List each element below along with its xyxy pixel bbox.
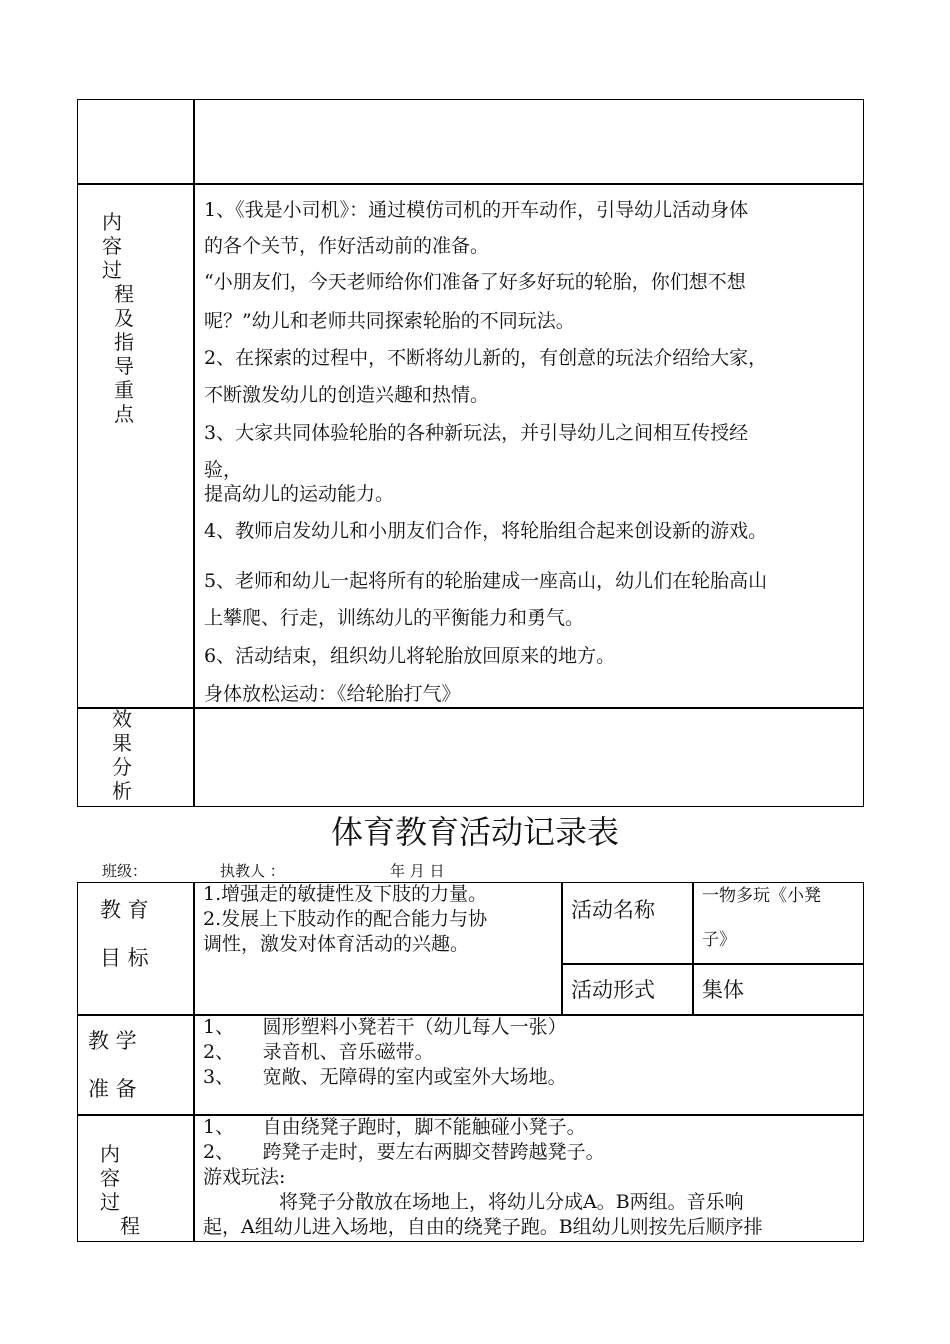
prep-line: 3、 宽敞、无障碍的室内或室外大场地。	[203, 1066, 567, 1088]
activity-form-value: 集体	[702, 978, 744, 1002]
teacher-label: 执教人 ：	[220, 862, 285, 880]
t2-process-line: 游戏玩法:	[203, 1166, 286, 1188]
goal-line: 调性，激发对体育活动的兴趣。	[203, 933, 470, 955]
table1-effect-label-cell	[77, 707, 195, 807]
process-line: 6、活动结束，组织幼儿将轮胎放回原来的地方。	[204, 645, 616, 667]
class-label: 班级：	[102, 862, 148, 880]
table1-blank-content-cell	[193, 99, 864, 185]
t2-process-line: 2、 跨凳子走时，要左右两脚交替跨越凳子。	[203, 1141, 605, 1163]
process-line: 3、大家共同体验轮胎的各种新玩法，并引导幼儿之间相互传授经	[204, 422, 749, 444]
date-label: 年 月 日	[390, 862, 445, 880]
process-line: 5、老师和幼儿一起将所有的轮胎建成一座高山，幼儿们在轮胎高山	[204, 570, 768, 592]
goal-line: 1.增强走的敏捷性及下肢的力量。	[203, 883, 488, 905]
activity-form-label: 活动形式	[571, 978, 655, 1002]
activity-name-value-line1: 一物多玩《小凳	[702, 886, 821, 906]
table1-blank-label-cell	[77, 99, 195, 185]
process-line: “小朋友们，今天老师给你们准备了好多好玩的轮胎，你们想不想	[204, 271, 746, 293]
process-line: 不断激发幼儿的创造兴趣和热情。	[204, 384, 490, 406]
prep-label-line2: 准 备	[88, 1077, 137, 1101]
activity-name-value-line2: 子》	[702, 930, 736, 950]
table1-effect-content-cell	[193, 707, 864, 807]
process-line: 上攀爬、行走，训练幼儿的平衡能力和勇气。	[204, 607, 585, 629]
table1-effect-label: 效 果 分 析	[112, 707, 132, 803]
process-line: 2、在探索的过程中，不断将幼儿新的，有创意的玩法介绍给大家，	[204, 347, 768, 369]
table1-process-content-cell	[193, 183, 864, 709]
goal-label-line2: 目 标	[100, 946, 149, 970]
process-line: 身体放松运动：《给轮胎打气》	[204, 683, 461, 705]
process-line: 呢？”幼儿和老师共同探索轮胎的不同玩法。	[204, 310, 575, 332]
page-title: 体育教育活动记录表	[330, 813, 619, 851]
prep-line: 1、 圆形塑料小凳若干（幼儿每人一张）	[203, 1016, 567, 1038]
process-line: 的各个关节，作好活动前的准备。	[204, 235, 490, 257]
prep-label-line1: 教 学	[88, 1029, 137, 1053]
goal-line: 2.发展上下肢动作的配合能力与协	[203, 908, 488, 930]
activity-name-label: 活动名称	[571, 898, 655, 922]
process-line: 提高幼儿的运动能力。	[204, 483, 395, 505]
t2-process-label: 内 容 过 程	[100, 1142, 140, 1238]
table1-process-label-cell	[77, 183, 195, 709]
t2-process-line: 起，A组幼儿进入场地，自由的绕凳子跑。B组幼儿则按先后顺序排	[203, 1216, 763, 1238]
goal-label-line1: 教 育	[100, 898, 149, 922]
process-line: 1、《我是小司机》：通过模仿司机的开车动作，引导幼儿活动身体	[204, 199, 749, 221]
activity-name-label-cell	[561, 882, 694, 965]
t2-process-line: 将凳子分散放在场地上，将幼儿分成A。B两组。音乐响	[203, 1191, 744, 1213]
process-line: 验，	[204, 459, 243, 481]
process-line: 4、教师启发幼儿和小朋友们合作，将轮胎组合起来创设新的游戏。	[204, 520, 768, 542]
t2-process-line: 1、 自由绕凳子跑时，脚不能触碰小凳子。	[203, 1116, 586, 1138]
table1-process-label: 内 容 过 程 及 指 导 重 点	[102, 210, 134, 426]
prep-line: 2、 录音机、音乐磁带。	[203, 1041, 434, 1063]
